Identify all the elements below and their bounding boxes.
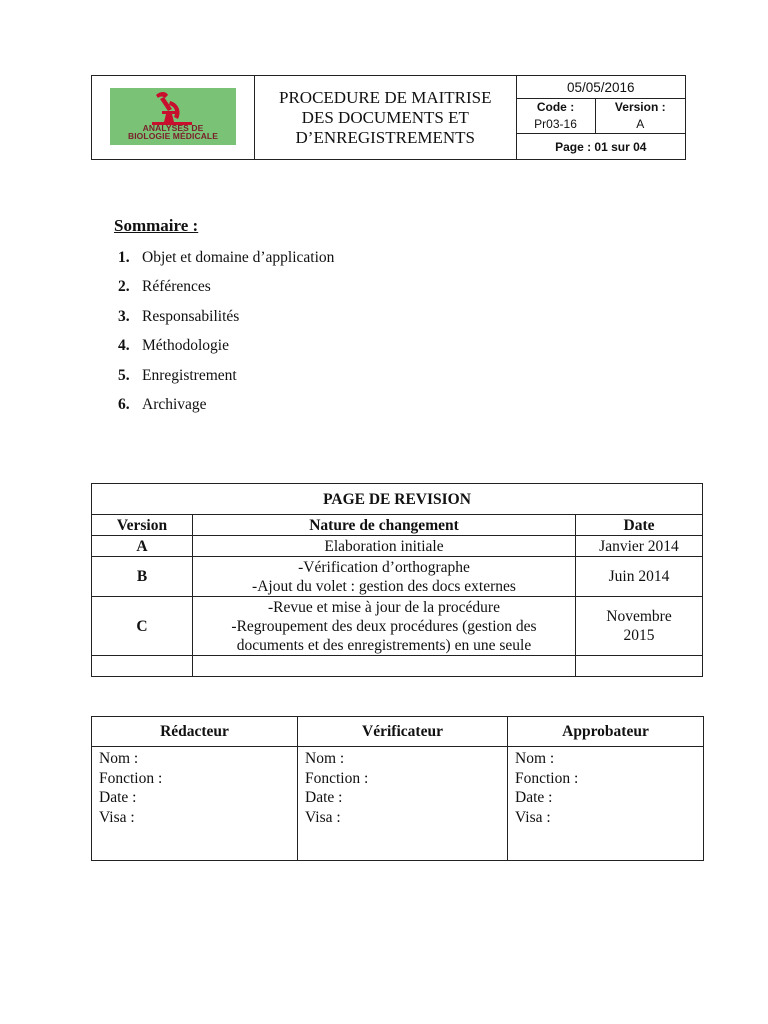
version-label: Version : <box>614 100 666 114</box>
table-row <box>92 557 703 597</box>
signature-block-approbateur <box>508 747 704 861</box>
version-value: A <box>636 117 645 131</box>
page-number: Page : 01 sur 04 <box>516 134 685 160</box>
field-nom: Nom : <box>99 750 139 767</box>
table-row <box>92 536 703 557</box>
field-visa: Visa : <box>99 808 135 826</box>
toc-item <box>118 302 334 332</box>
revision-date <box>576 597 703 656</box>
toc-label: Responsabilités <box>142 307 240 325</box>
toc-item <box>118 391 334 421</box>
field-date: Date : <box>305 789 343 806</box>
signature-block-verificateur <box>298 747 508 861</box>
logo-text-line1: ANALYSES DE <box>142 122 204 133</box>
revision-change-line: -Vérification d’orthographe <box>298 558 470 576</box>
toc-item <box>118 243 334 273</box>
title-line-2: DES DOCUMENTS ET <box>301 107 469 127</box>
revision-title: PAGE DE REVISION <box>92 484 703 515</box>
field-date: Date : <box>99 789 137 806</box>
signature-block-redacteur <box>92 747 298 861</box>
title-line-1: PROCEDURE DE MAITRISE <box>279 87 492 107</box>
revision-changes <box>193 597 576 656</box>
column-header-redacteur: Rédacteur <box>92 717 298 747</box>
toc-label: Archivage <box>142 396 207 414</box>
revision-change-line: -Ajout du volet : gestion des docs externes <box>252 577 516 595</box>
field-fonction: Fonction : <box>515 769 579 787</box>
microscope-icon <box>144 89 202 127</box>
empty-cell <box>92 656 193 677</box>
column-header-version: Version <box>92 515 193 536</box>
toc-number: 6. <box>118 396 130 414</box>
toc-item <box>118 332 334 362</box>
field-visa: Visa : <box>515 808 551 826</box>
revision-table <box>91 483 703 677</box>
logo-text-line2: BIOLOGIE MÉDICALE <box>127 131 218 141</box>
toc-label: Méthodologie <box>142 337 229 355</box>
field-nom: Nom : <box>515 750 555 767</box>
title-line-3: D’ENREGISTREMENTS <box>295 127 475 147</box>
revision-version: B <box>92 557 193 597</box>
revision-date-line: 2015 <box>623 627 655 644</box>
sommaire-title: Sommaire : <box>114 216 199 235</box>
revision-date-line: Novembre <box>606 608 672 625</box>
toc-number: 3. <box>118 307 130 325</box>
toc-number: 5. <box>118 366 130 384</box>
document-title <box>255 76 517 160</box>
revision-change-line: -Regroupement des deux procédures (gestion des <box>231 617 537 635</box>
toc-number: 2. <box>118 278 130 296</box>
document-header <box>91 75 686 160</box>
logo-cell <box>92 76 255 160</box>
empty-cell <box>576 656 703 677</box>
revision-version: A <box>92 536 193 557</box>
version-cell <box>595 99 685 134</box>
field-date: Date : <box>515 789 553 806</box>
field-fonction: Fonction : <box>99 769 163 787</box>
revision-version: C <box>92 597 193 656</box>
field-visa: Visa : <box>305 808 341 826</box>
code-cell <box>516 99 595 134</box>
empty-cell <box>193 656 576 677</box>
document-date: 05/05/2016 <box>516 76 685 99</box>
code-label: Code : <box>536 100 575 114</box>
column-header-verificateur: Vérificateur <box>298 717 508 747</box>
revision-change: Elaboration initiale <box>193 536 576 557</box>
toc-label: Objet et domaine d’application <box>142 248 335 266</box>
column-header-approbateur: Approbateur <box>508 717 704 747</box>
toc-item <box>118 273 334 303</box>
toc-label: Références <box>142 278 211 296</box>
field-fonction: Fonction : <box>305 769 369 787</box>
toc-number: 1. <box>118 248 130 266</box>
toc-label: Enregistrement <box>142 366 237 384</box>
revision-date: Janvier 2014 <box>576 536 703 557</box>
code-value: Pr03-16 <box>534 117 577 131</box>
column-header-date: Date <box>576 515 703 536</box>
field-nom: Nom : <box>305 750 345 767</box>
toc-number: 4. <box>118 337 130 355</box>
toc-item <box>118 361 334 391</box>
table-row-empty <box>92 656 703 677</box>
table-row <box>92 597 703 656</box>
column-header-nature: Nature de changement <box>193 515 576 536</box>
signature-table <box>91 716 704 861</box>
revision-change-line: documents et des enregistrements) en une seule <box>236 636 532 654</box>
lab-logo <box>110 88 236 145</box>
revision-change-line: -Revue et mise à jour de la procédure <box>268 598 500 616</box>
table-of-contents <box>118 243 334 420</box>
revision-changes <box>193 557 576 597</box>
revision-date: Juin 2014 <box>576 557 703 597</box>
